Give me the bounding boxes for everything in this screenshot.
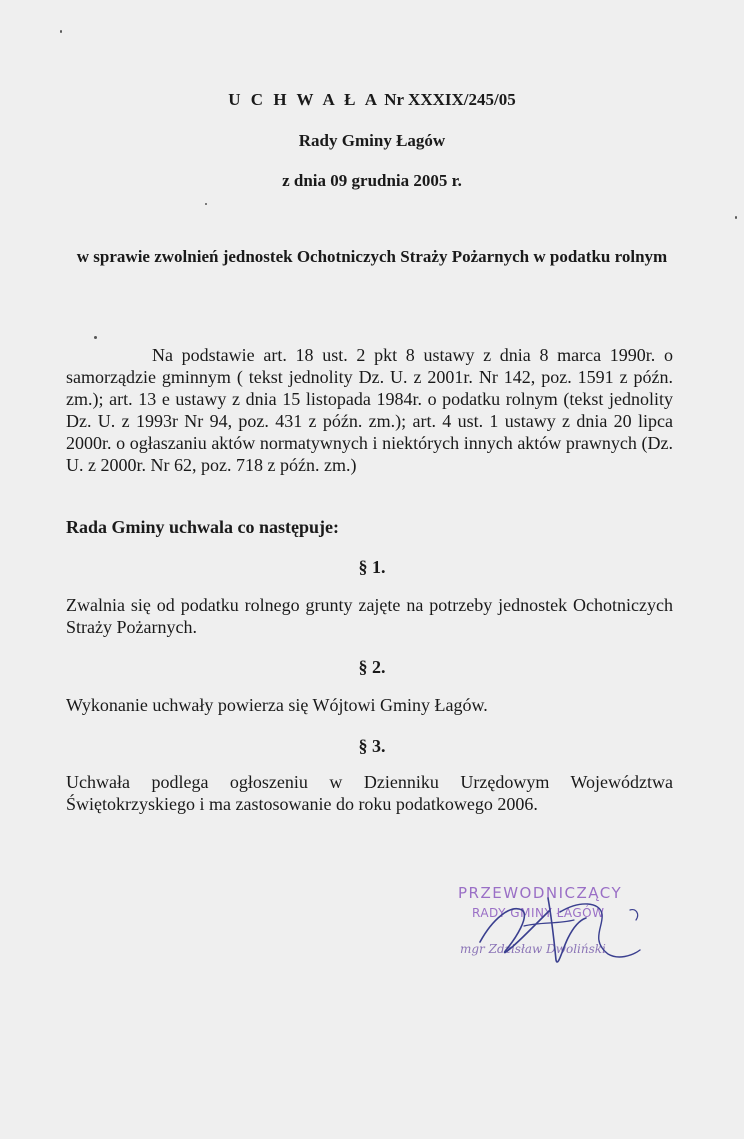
- issuer-line: Rady Gminy Łagów: [298, 131, 446, 150]
- section-3-mark: § 3.: [358, 736, 386, 756]
- resolves-lead: Rada Gminy uchwala co następuje:: [66, 517, 340, 537]
- stamp-chairman-line: PRZEWODNICZĄCY: [458, 884, 623, 902]
- section-2-mark: § 2.: [358, 657, 386, 677]
- resolution-title-word: U C H W A Ł A: [228, 90, 381, 109]
- section-1-text: Zwalnia się od podatku rolnego grunty zajęte na potrzeby jednostek Ochotniczych Straży Pożarnych.: [66, 595, 673, 637]
- stamp-name-line: mgr Zdzisław Dwoliński: [460, 942, 606, 956]
- handwritten-signature: [440, 880, 660, 980]
- date-line: z dnia 09 grudnia 2005 r.: [282, 171, 462, 190]
- scan-speck: [60, 30, 62, 33]
- section-2-text: Wykonanie uchwały powierza się Wójtowi Gminy Łagów.: [66, 695, 488, 715]
- legal-basis-paragraph: Na podstawie art. 18 ust. 2 pkt 8 ustawy z dnia 8 marca 1990r. o samorządzie gminnym ( tekst jednolity Dz. U. z 2001r. Nr 142, poz. 1591 z późn. zm.); art. 13 e ustawy z dnia 15 listopada 1984r. o podatku rolnym (tekst jednolity Dz. U. z 1993r Nr 94, poz. 431 z późn. zm.); art. 4 ust. 1 ustawy z dnia 20 lipca 2000r. o ogłaszaniu aktów normatywnych i niektórych innych aktów prawnych (Dz. U. z 2000r. Nr 62, poz. 718 z późn. zm.): [66, 345, 673, 475]
- official-stamp: [440, 880, 660, 980]
- resolution-subject: w sprawie zwolnień jednostek Ochotniczych Straży Pożarnych w podatku rolnym: [76, 247, 668, 266]
- stamp-council-line: RADY GMINY ŁAGÓW: [472, 906, 605, 920]
- section-1-mark: § 1.: [358, 557, 386, 577]
- scan-speck: [735, 216, 737, 219]
- section-3-text: Uchwała podlega ogłoszeniu w Dzienniku Urzędowym Województwa Świętokrzyskiego i ma zastosowanie do roku podatkowego 2006.: [66, 772, 673, 814]
- resolution-number: Nr XXXIX/245/05: [384, 90, 516, 109]
- scan-speck: [94, 336, 97, 339]
- resolution-title: [0, 90, 744, 110]
- scan-speck: [205, 203, 207, 205]
